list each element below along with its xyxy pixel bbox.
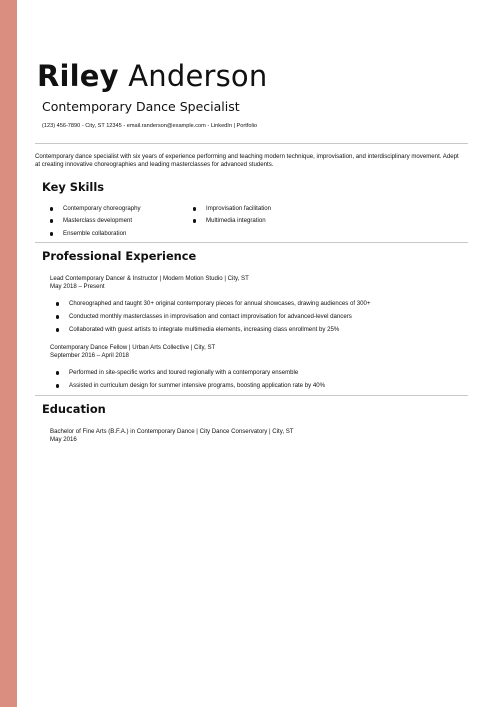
contact-line	[42, 122, 257, 130]
skills-heading: Key Skills	[42, 180, 105, 194]
graduation-date: May 2016	[50, 436, 77, 443]
last-name: Anderson	[128, 59, 268, 93]
skill-item: Contemporary choreography	[63, 205, 141, 213]
bullet-icon	[50, 219, 53, 222]
skill-item: Masterclass development	[63, 217, 132, 225]
job-bullet: Performed in site-specific works and toured regionally with a contemporary ensemble	[69, 369, 298, 377]
divider	[35, 143, 468, 144]
contact-separator: -	[81, 123, 84, 129]
bullet-icon	[193, 207, 196, 210]
bullet-icon	[56, 384, 59, 387]
job-bullet: Choreographed and taught 30+ original contemporary pieces for annual showcases, drawing audiences of 300+	[69, 300, 371, 308]
accent-side-bar	[0, 0, 17, 707]
bullet-icon	[50, 207, 53, 210]
contact-email[interactable]: email.randerson@example.com	[126, 123, 206, 129]
contact-phone: (123) 456-7890	[42, 123, 81, 129]
job-dates: September 2016 – April 2018	[50, 352, 129, 359]
divider	[35, 242, 468, 243]
skill-item: Improvisation facilitation	[206, 205, 271, 213]
job-title-line: Contemporary Dance Fellow | Urban Arts Collective | City, ST	[50, 344, 216, 351]
professional-summary: Contemporary dance specialist with six years of experience performing and teaching modern technique, improvisation, and interdisciplinary movement. Adept at creating innovative choreographies and leading masterclasses for advanced students.	[35, 153, 459, 169]
contact-separator: -	[123, 123, 126, 129]
skill-item: Multimedia integration	[206, 217, 266, 225]
first-name: Riley	[37, 59, 119, 93]
bullet-icon	[56, 315, 59, 318]
contact-pipe: |	[233, 123, 235, 129]
degree-line: Bachelor of Fine Arts (B.F.A.) in Contemporary Dance | City Dance Conservatory | City, ST	[50, 428, 294, 435]
candidate-name	[37, 58, 267, 94]
skill-item: Ensemble collaboration	[63, 230, 126, 238]
contact-separator: -	[207, 123, 210, 129]
bullet-icon	[56, 328, 59, 331]
contact-location: City, ST 12345	[85, 123, 122, 129]
job-title-line: Lead Contemporary Dancer & Instructor | Modern Motion Studio | City, ST	[50, 275, 249, 282]
job-bullet: Conducted monthly masterclasses in improvisation and contact improvisation for advanced-level dancers	[69, 313, 352, 321]
experience-heading: Professional Experience	[42, 249, 197, 263]
bullet-icon	[193, 219, 196, 222]
contact-portfolio[interactable]: Portfolio	[236, 123, 258, 129]
bullet-icon	[56, 371, 59, 374]
divider	[35, 395, 468, 396]
bullet-icon	[50, 232, 53, 235]
education-heading: Education	[42, 402, 106, 416]
contact-linkedin[interactable]: LinkedIn	[210, 123, 232, 129]
job-bullet: Assisted in curriculum design for summer intensive programs, boosting application rate by 40%	[69, 382, 325, 390]
job-dates: May 2018 – Present	[50, 283, 105, 290]
bullet-icon	[56, 302, 59, 305]
job-title: Contemporary Dance Specialist	[42, 99, 240, 114]
job-bullet: Collaborated with guest artists to integrate multimedia elements, increasing class enrollment by 25%	[69, 326, 339, 334]
